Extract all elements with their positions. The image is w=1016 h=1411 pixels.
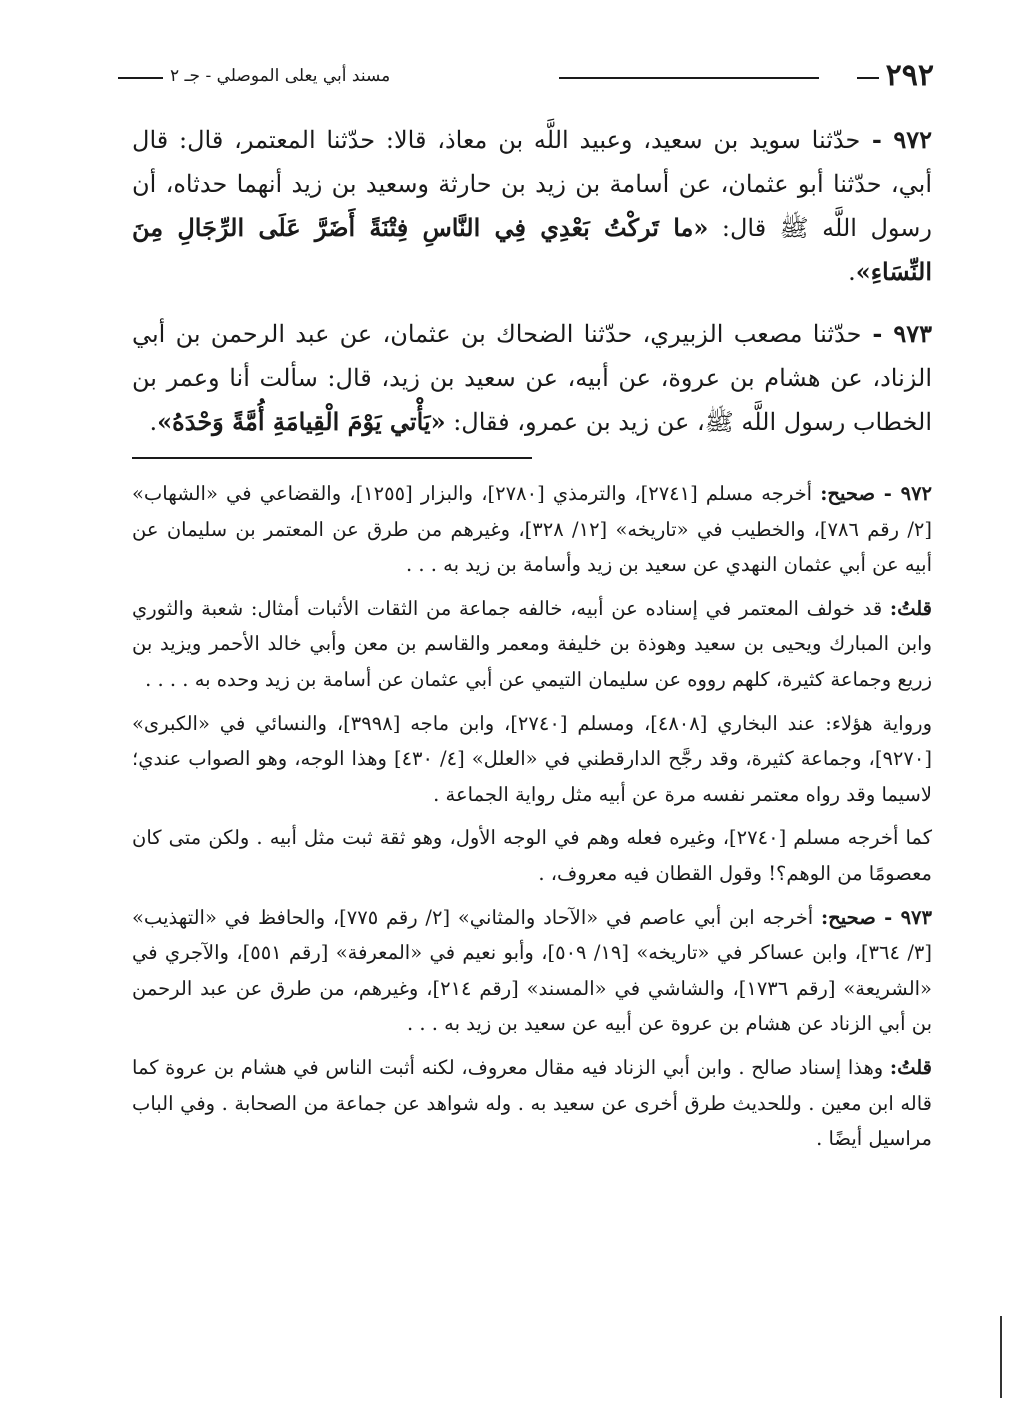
hadith-number: ٩٧٢ -: [860, 125, 933, 154]
running-header: [118, 58, 934, 98]
hadith-isnad: حدّثنا سويد بن سعيد، وعبيد اللَّه بن معاذ، قالا: حدّثنا المعتمر، قال: قال أبي، حدّثنا أبو عثمان، عن أسامة بن زيد بن حارثة وسعيد بن زيد أنهما حدثاه، أن رسول اللَّه ﷺ قال:: [132, 126, 932, 242]
hadith-text: [132, 118, 932, 462]
hadith-matn: «يَأْتي يَوْمَ الْقِيامَةِ أُمَّةً وَحْدَهُ»: [157, 407, 446, 436]
qult-label: قلتُ:: [889, 596, 932, 620]
page-number: ٢٩٢: [885, 58, 934, 93]
hadith-number: ٩٧٣ -: [861, 319, 933, 348]
footnote-972-kama: [132, 820, 932, 891]
hadith-end: .: [848, 258, 856, 286]
hadith-972: [132, 118, 932, 294]
book-title: مسند أبي يعلى الموصلي - جـ ٢: [170, 66, 391, 86]
kama-text: كما أخرجه مسلم [٢٧٤٠]، وغيره فعله وهم في الوجه الأول، وهو ثقة ثبت مثل أبيه . ولكن متى كان معصومًا من الوهم؟! وقول القطان فيه معروف، .: [132, 826, 932, 885]
footnote-972: [132, 476, 932, 583]
comment-text: قد خولف المعتمر في إسناده عن أبيه، خالفه جماعة من الثقات الأثبات أمثال: شعبة والثوري وابن المبارك ويحيى بن سعيد وهوذة بن خليفة ومعمر والقاسم بن معن وأبي خالد الأحمر ويزيد بن زريع وجماعة كثيرة، كلهم رووه عن سليمان التيمي عن أبي عثمان عن أسامة بن زيد وحده به . . . .: [132, 596, 932, 691]
hadith-matn: «ما تَركْتُ بَعْدِي فِي النَّاسِ فِتْنَةً أَضَرَّ عَلَى الرِّجَالِ مِنَ النِّسَاءِ»: [132, 213, 932, 286]
note-number: ٩٧٣ -: [875, 905, 932, 929]
hadith-isnad: حدّثنا مصعب الزبيري، حدّثنا الضحاك بن عثمان، عن عبد الرحمن بن أبي الزناد، عن هشام بن عروة، عن أبيه، عن سعيد بن زيد، قال: سألت أنا وعمر بن الخطاب رسول اللَّه ﷺ، عن زيد بن عمرو، فقال:: [132, 320, 932, 436]
grade-label: صحيح:: [820, 905, 876, 929]
footnote-972-riwaya: [132, 706, 932, 813]
footnote-973-comment: [132, 1050, 932, 1157]
takhrij-text: أخرجه مسلم [٢٧٤١]، والترمذي [٢٧٨٠]، والبزار [١٢٥٥]، والقضاعي في «الشهاب» [٢/ رقم ٧٨٦]، والخطيب في «تاريخه» [١٢/ ٣٢٨]، وغيرهم من طرق عن المعتمر بن سليمان عن أبيه عن أبي عثمان النهدي عن سعيد بن زيد وأسامة بن زيد به . . .: [132, 482, 932, 577]
footnotes: [132, 476, 932, 1165]
footnote-972-comment: [132, 591, 932, 698]
hadith-end: .: [149, 408, 158, 436]
grade-label: صحيح:: [820, 482, 876, 505]
footnote-separator: [132, 457, 532, 459]
hadith-973: [132, 312, 932, 444]
qult-label: قلتُ:: [889, 1055, 932, 1079]
margin-line: [1000, 1316, 1002, 1398]
header-rule: [118, 77, 163, 79]
footnote-973: [132, 900, 932, 1042]
note-number: ٩٧٢ -: [875, 482, 933, 505]
takhrij-text: أخرجه ابن أبي عاصم في «الآحاد والمثاني» [٢/ رقم ٧٧٥]، والحافظ في «التهذيب» [٣/ ٣٦٤]، وابن عساكر في «تاريخه» [١٩/ ٥٠٩]، وأبو نعيم في «المعرفة» [رقم ٥٥١]، والآجري في «الشريعة» [رقم ١٧٣٦]، والشاشي في «المسند» [رقم ٢١٤]، وغيرهم، من طرق عن عبد الرحمن بن أبي الزناد عن هشام بن عروة عن أبيه عن سعيد بن زيد به . . .: [132, 905, 932, 1036]
comment-text: وهذا إسناد صالح . وابن أبي الزناد فيه مقال معروف، لكنه أثبت الناس في هشام بن عروة كما قاله ابن معين . وللحديث طرق أخرى عن سعيد به . وله شواهد عن جماعة من الصحابة . وفي الباب مراسيل أيضًا .: [132, 1055, 932, 1151]
header-rule: [857, 77, 879, 79]
header-rule: [559, 77, 819, 79]
riwaya-text: ورواية هؤلاء: عند البخاري [٤٨٠٨]، ومسلم [٢٧٤٠]، وابن ماجه [٣٩٩٨]، والنسائي في «الكبرى» [٩٢٧٠]، وجماعة كثيرة، وقد رجَّح الدارقطني في «العلل» [٤/ ٤٣٠] وهذا الوجه، وهو الصواب عندي؛ لاسيما وقد رواه معتمر نفسه مرة عن أبيه مثل رواية الجماعة .: [132, 711, 932, 806]
